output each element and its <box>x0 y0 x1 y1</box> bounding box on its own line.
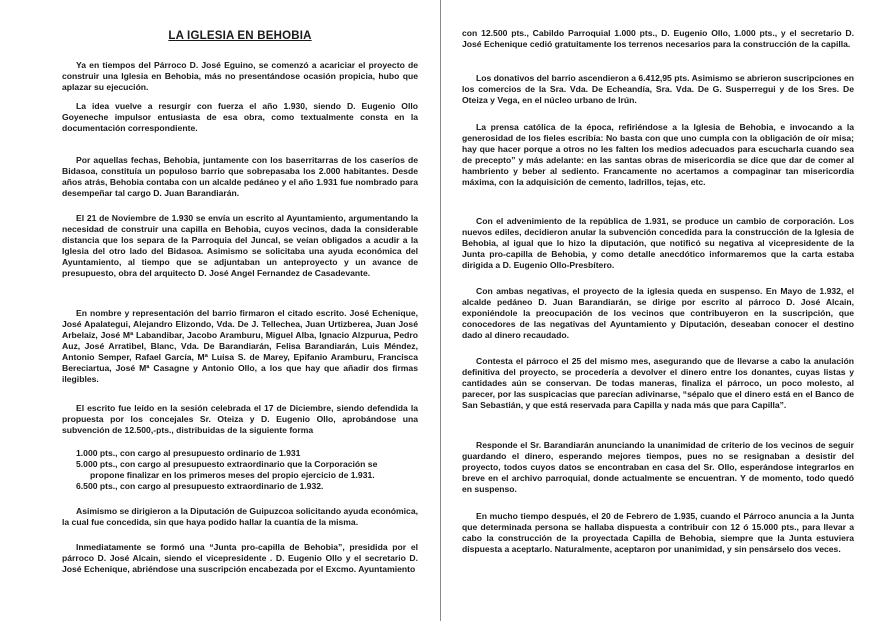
document-title: LA IGLESIA EN BEHOBIA <box>168 30 312 42</box>
paragraph: La prensa católica de la época, refiriéndose a la Iglesia de Behobia, e invocando a la generosidad de los fieles escribía: No basta con que uno cumpla con la obligación de oír misa; hay que hacer porque a otros no les falten los medios adecuados para escucharla cuando sea de precepto” y más adelante: en las santas obras de misericordia se dice que dar de comer al hambriento y beber al sediento. Francamente no acertamos a compaginar tan misericordia máxima, con la adquisición de cemento, ladrillos, tejas, etc. <box>462 122 854 187</box>
paragraph: Responde el Sr. Barandiarán anunciando la unanimidad de criterio de los vecinos de seguir guardando el dinero, esperando mejores tiempos, pues no se resignaban a desistir del proyecto, todos cuyos datos se encontraban en casa del Sr. Ollo, esperándose integrarlos en breve en el archivo parroquial, donde actualmente se encuentran. Y de momento, todo quedó en suspenso. <box>462 440 854 494</box>
budget-item-line: 5.000 pts., con cargo al presupuesto extraordinario que la Corporación se <box>76 459 378 469</box>
paragraph: Por aquellas fechas, Behobia, juntamente con los baserritarras de los caseríos de Bidasoa, constituía un populoso barrio que sobrepasaba los 2.000 habitantes. Desde años atrás, Behobia contaba con un alcalde pedáneo y el año 1.931 fue nombrado para desempeñar tal cargo D. Juan Barandiarán. <box>62 155 418 198</box>
paragraph: Asimismo se dirigieron a la Diputación de Guipuzcoa solicitando ayuda económica, la cual fue concedida, sin que haya podido hallar la cuantía de la misma. <box>62 506 418 527</box>
budget-item <box>76 459 406 481</box>
paragraph: Con el advenimiento de la república de 1.931, se produce un cambio de corporación. Los nuevos ediles, decidieron anular la subvención concedida para la construcción de la Iglesia de Behobia, al igual que lo hizo la diputación, que notificó su negativa al vicepresidente de la Junta pro-capilla de Behobia, y como detalle anecdótico informaremos que la carta estaba dirigida a D. Eugenio Ollo-Presbítero. <box>462 216 854 270</box>
paragraph: En mucho tiempo después, el 20 de Febrero de 1.935, cuando el Párroco anuncia a la Junta que determinada persona se hallaba dispuesta a contribuir con 12 ó 15.000 pts., para llevar a cabo la construcción de la proyectada Capilla de Behobia, siempre que la Junta estuviera dispuesta a aceptarlo. Naturalmente, aceptaron por unanimidad, y sin pensárselo dos veces. <box>462 511 854 554</box>
paragraph: En nombre y representación del barrio firmaron el citado escrito. José Echenique, José Apalategui, Alejandro Elizondo, Vda. De J. Tellechea, Juan Urtizberea, Juan José Arbelaiz, José Mª Labandibar, Jacobo Aramburu, Miguel Alba, Ignacio Alzpurua, Pedro Auz, José Arratibel, Blanc, Vda. De Barandiarán, Felisa Barandiarán, Luis Méndez, Antonio Semper, Rafael García, Mª Luisa S. de Marey, Epifanio Aramburu, Francisca Bereciartua, José Mª Casagne y Antonio Ollo, a los que hay que añadir dos firmas ilegibles. <box>62 308 418 384</box>
column-divider <box>440 0 441 621</box>
paragraph: Inmediatamente se formó una “Junta pro-capilla de Behobia”, presidida por el párroco D. José Alcain, siendo el vicepresidente . D. Eugenio Ollo y el secretario D. José Echenique, abriéndose una suscripción encabezada por el Excmo. Ayuntamiento <box>62 542 418 574</box>
paragraph: Los donativos del barrio ascendieron a 6.412,95 pts. Asimismo se abrieron suscripciones en los comercios de la Sra. Vda. De Echeandía, Sra. Vda. De G. Susperregui y de los Sres. De Oteiza y Vega, en el núcleo urbano de Irún. <box>462 73 854 105</box>
budget-item-line: propone finalizar en los primeros meses del propio ejercicio de 1.931. <box>90 470 375 480</box>
paragraph: El 21 de Noviembre de 1.930 se envía un escrito al Ayuntamiento, argumentando la necesidad de construir una capilla en Behobia, cuyos vecinos, dada la considerable distancia que los separa de la Parroquia del Juncal, se veían obligados a acudir a la Iglesia del otro lado del Bidasoa. Asimismo se solicitaba una ayuda económica del Ayuntamiento, al tiempo que se adjuntaban un anteproyecto y un avance de presupuesto, obra del arquitecto D. José Angel Fernandez de Casadevante. <box>62 213 418 278</box>
paragraph: El escrito fue leído en la sesión celebrada el 17 de Diciembre, siendo defendida la propuesta por los concejales Sr. Oteiza y D. Eugenio Ollo, aprobándose una subvención de 12.500,-pts., distribuidas de la siguiente forma <box>62 403 418 435</box>
budget-list <box>76 448 406 492</box>
budget-item: 6.500 pts., con cargo al presupuesto extraordinario de 1.932. <box>76 481 324 491</box>
paragraph: con 12.500 pts., Cabildo Parroquial 1.000 pts., D. Eugenio Ollo, 1.000 pts., y el secretario D. José Echenique cedió gratuitamente los terrenos necesarios para la construcción de la capilla. <box>462 28 854 49</box>
paragraph: Contesta el párroco el 25 del mismo mes, asegurando que de llevarse a cabo la anulación definitiva del proyecto, se procedería a devolver el dinero entre los donantes, cuyas listas y cantidades aún se conservan. De todas maneras, finaliza el párroco, un poco molesto, al parecer, por las suspicacias que parecían adivinarse, “sépalo que el dinero está en el Banco de San Sebastián, y que está reservada para Capilla y nada más que para Capilla”. <box>462 356 854 410</box>
paragraph: Ya en tiempos del Párroco D. José Eguino, se comenzó a acariciar el proyecto de construir una Iglesia en Behobia, más no presentándose ocasión propicia, hubo que aplazar su ejecución. <box>62 60 418 92</box>
budget-item: 1.000 pts., con cargo al presupuesto ordinario de 1.931 <box>76 448 301 458</box>
paragraph: Con ambas negativas, el proyecto de la iglesia queda en suspenso. En Mayo de 1.932, el alcalde pedáneo D. Juan Barandiarán, se dirige por escrito al párroco D. José Alcain, exponiéndole la preocupación de los vecinos que contribuyeron en la suscripción, que conocedores de las negativas del Ayuntamiento y Diputación, deseaban conocer el destino dado al dinero recaudado. <box>462 286 854 340</box>
paragraph: La idea vuelve a resurgir con fuerza el año 1.930, siendo D. Eugenio Ollo Goyeneche impulsor entusiasta de esa obra, como textualmente consta en la documentación correspondiente. <box>62 101 418 133</box>
